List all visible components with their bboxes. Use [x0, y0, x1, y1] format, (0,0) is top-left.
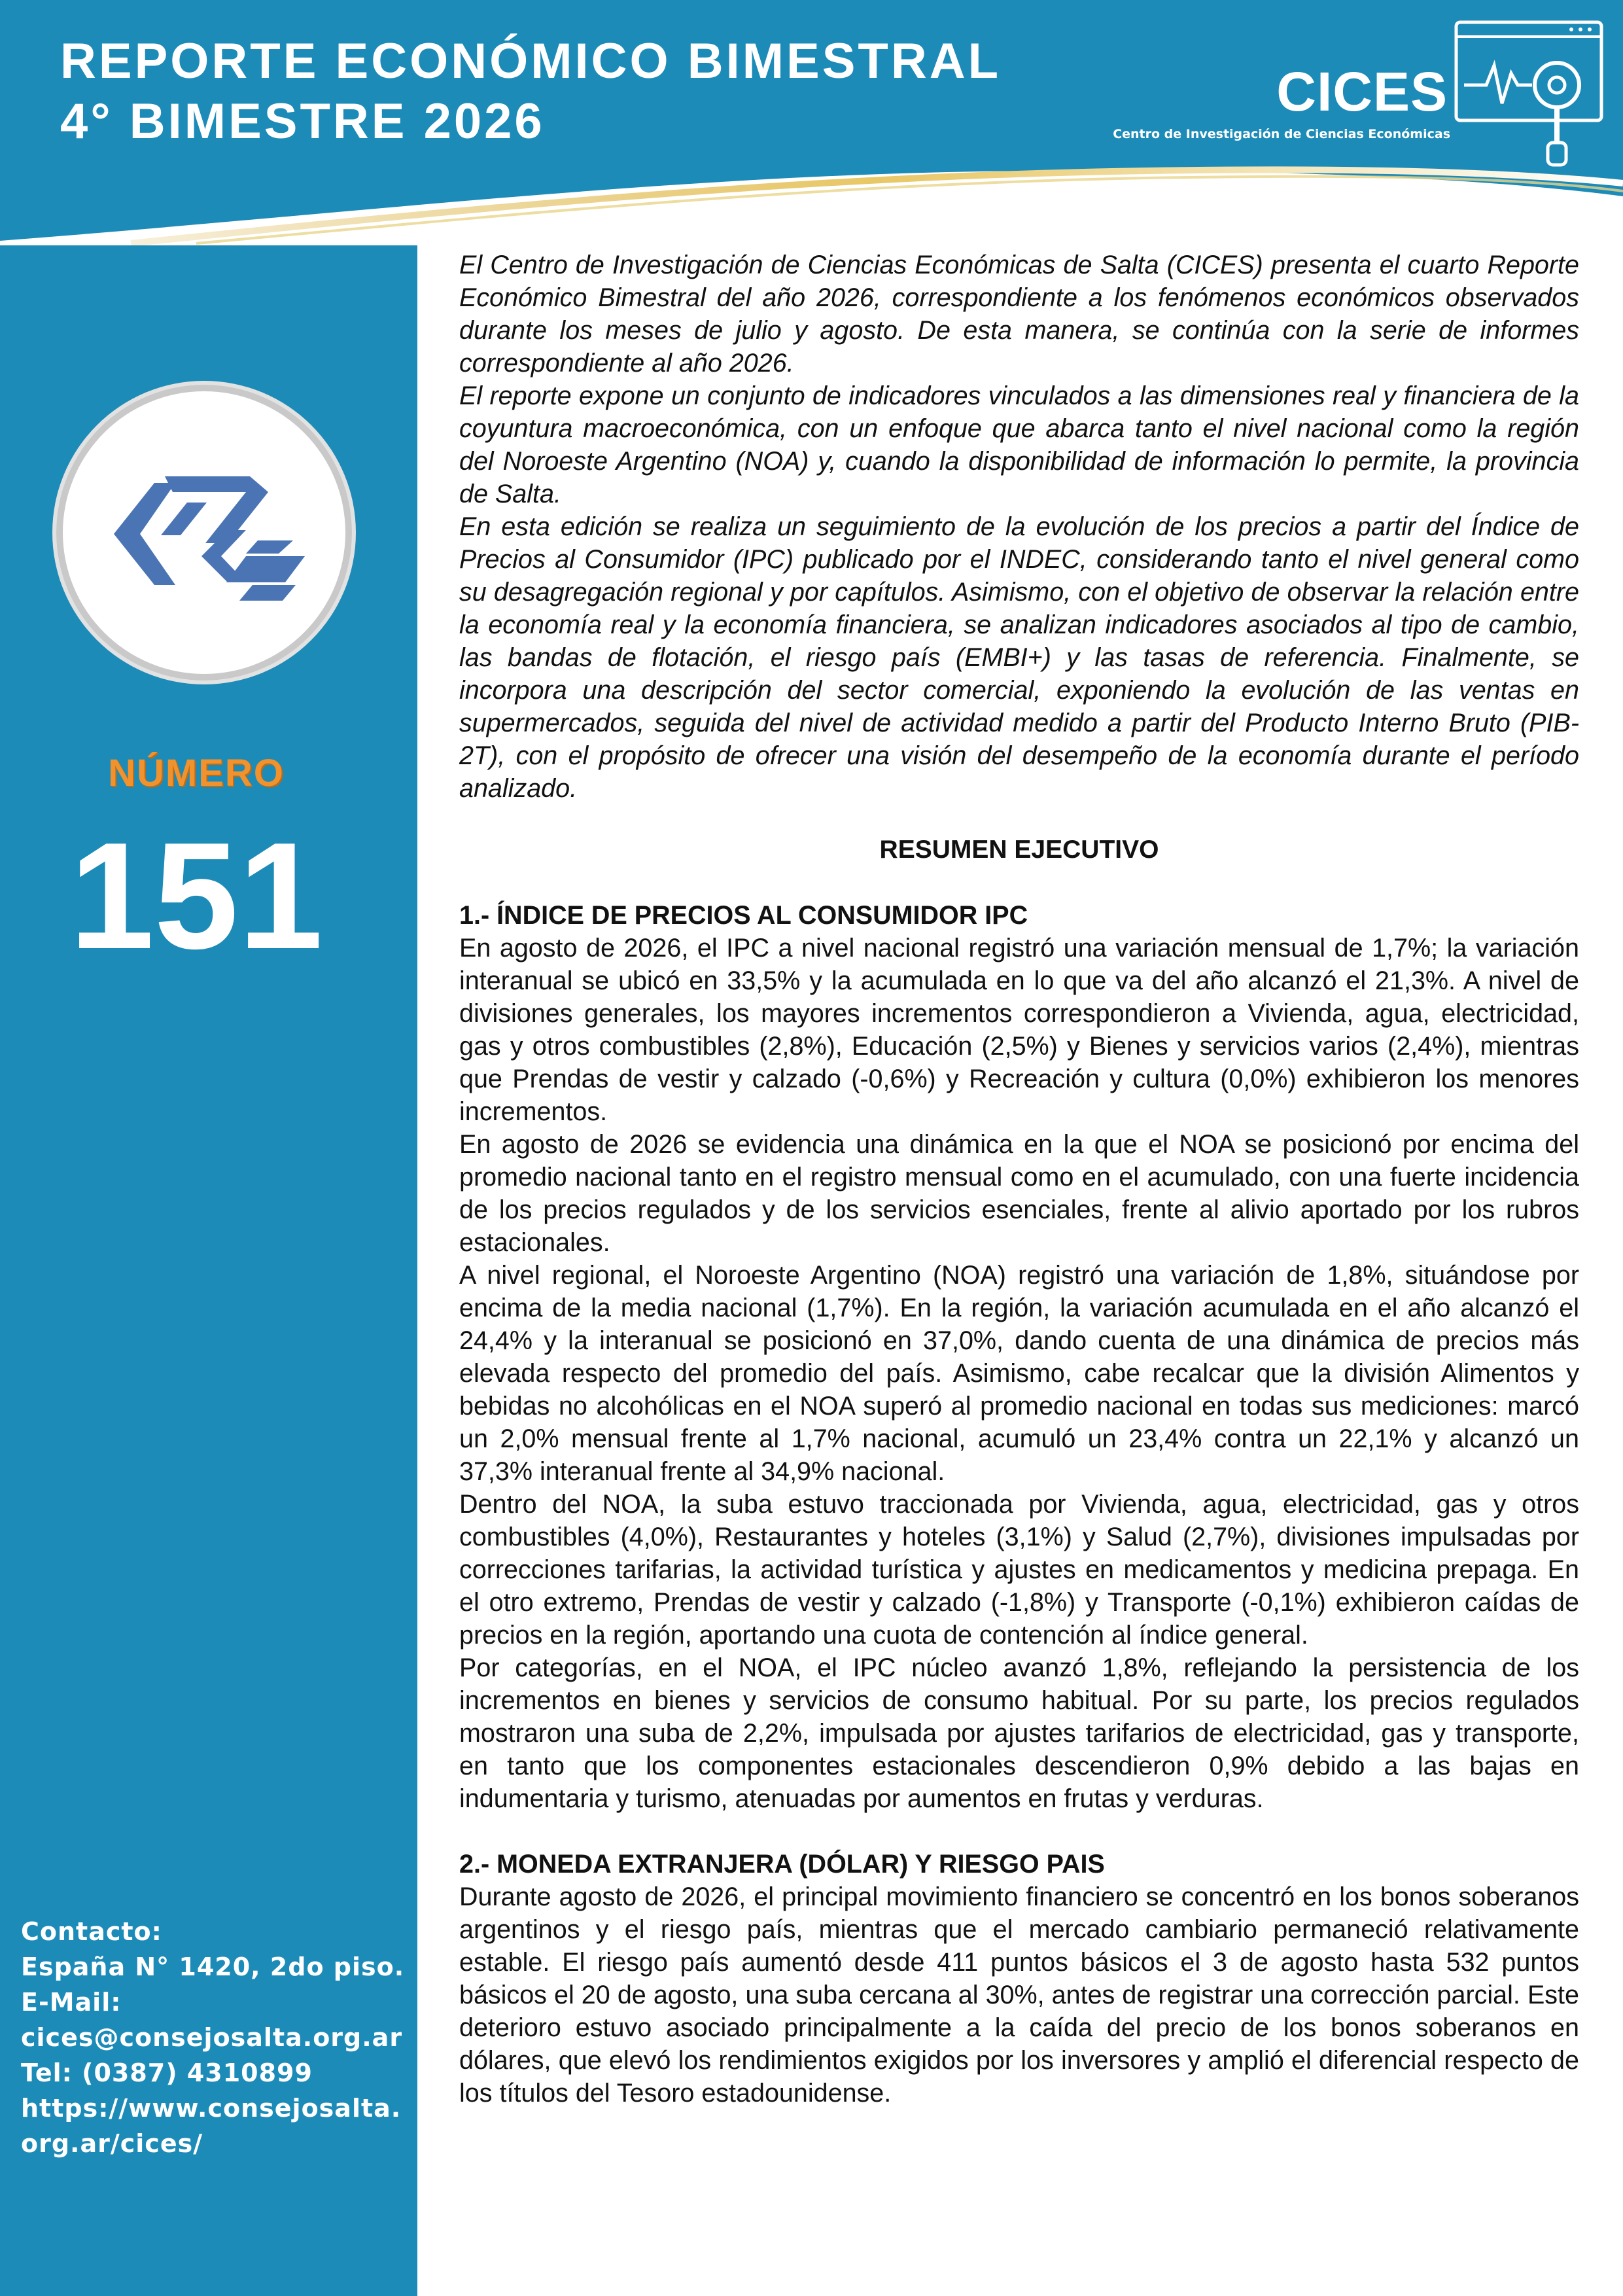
intro-paragraph: En esta edición se realiza un seguimiento de la evolución de los precios a partir del Índice de Precios al Consumidor (IPC) publicado por el INDEC, considerando tanto el nivel general como su desagregación regional y por capítulos. Asimismo, con el objetivo de observar la relación entre la economía real y la economía financiera, se analizan indicadores asociados al tipo de cambio, las bandas de flotación, el riesgo país (EMBI+) y las tasas de referencia. Finalmente, se incorpora una descripción del sector comercial, exponiendo la evolución de las ventas en supermercados, seguida del nivel de actividad medido a partir del Producto Interno Bruto (PIB-2T), con el propósito de ofrecer una visión del desempeño de la economía durante el período analizado. [459, 512, 1579, 803]
section-body-ipc [459, 932, 1579, 1815]
brand-name: CICES [1276, 61, 1448, 122]
contact-email-link[interactable]: cices@consejosalta.org.ar [21, 2023, 403, 2052]
body-paragraph: Durante agosto de 2026, el principal movimiento financiero se concentró en los bonos soberanos argentinos y el riesgo país, mientras que el mercado cambiario permaneció relativamente estable. El riesgo país aumentó desde 411 puntos básicos el 3 de agosto hasta 532 puntos básicos el 20 de agosto, una suba cercana al 30%, antes de registrar una corrección parcial. Este deterioro estuvo asociado principalmente a la caída del precio de los bonos soberanos en dólares, que elevó los rendimientos exigidos por los inversores y amplió el diferencial respecto de los títulos del Tesoro estadounidense. [459, 1882, 1579, 2108]
intro-paragraph: El reporte expone un conjunto de indicadores vinculados a las dimensiones real y financiera de la coyuntura macroeconómica, con un enfoque que abarca tanto el nivel nacional como la región del Noroeste Argentino (NOA) y, cuando la disponibilidad de información lo permite, la provincia de Salta. [459, 381, 1579, 508]
brand-subtitle: Centro de Investigación de Ciencias Económicas [1113, 127, 1450, 141]
section-body-dolar [459, 1881, 1579, 2110]
contact-block [21, 1914, 413, 2161]
numero-label: NÚMERO [108, 752, 285, 794]
section-title-ipc: 1.- ÍNDICE DE PRECIOS AL CONSUMIDOR IPC [459, 901, 1028, 930]
cpce-emblem [56, 385, 352, 680]
contact-phone: Tel: (0387) 4310899 [21, 2058, 313, 2087]
body-paragraph: Dentro del NOA, la suba estuvo traccionada por Vivienda, agua, electricidad, gas y otros combustibles (4,0%), Restaurantes y hoteles (3,1%) y Salud (2,7%), divisiones impulsadas por correcciones tarifarias, la actividad turística y ajustes en medicamentos y medicina prepaga. En el otro extremo, Prendas de vestir y calzado (-1,8%) y Transporte (-0,1%) exhibieron caídas de precios en la región, aportando una cuota de contención al índice general. [459, 1490, 1579, 1650]
report-title [60, 31, 1001, 152]
analysis-monitor-icon [1454, 20, 1604, 170]
cpce-logo [56, 385, 352, 680]
section-title-dolar: 2.- MONEDA EXTRANJERA (DÓLAR) Y RIESGO PAIS [459, 1850, 1105, 1879]
cices-brand [1113, 60, 1450, 145]
cpce-logo-text: CPCE [203, 666, 205, 667]
contact-email-label: E-Mail: [21, 1988, 122, 2017]
intro [459, 249, 1579, 805]
main-content [459, 249, 1579, 2110]
report-title-line2: 4° BIMESTRE 2026 [60, 94, 545, 149]
body-paragraph: En agosto de 2026 se evidencia una dinámica en la que el NOA se posicionó por encima del promedio nacional tanto en el registro mensual como en el acumulado, con una fuerte incidencia de los precios regulados y de los servicios esenciales, frente al alivio aportado por los rubros estacionales. [459, 1130, 1579, 1257]
contact-address: España N° 1420, 2do piso. [21, 1952, 405, 1981]
body-paragraph: En agosto de 2026, el IPC a nivel nacional registró una variación mensual de 1,7%; la variación interanual se ubicó en 33,5% y la acumulada en lo que va del año alcanzó el 21,3%. A nivel de divisiones generales, los mayores incrementos correspondieron a Vivienda, agua, electricidad, gas y otros combustibles (2,8%), Educación (2,5%) y Bienes y servicios varios (2,4%), mientras que Prendas de vestir y calzado (-0,6%) y Recreación y cultura (0,0%) exhibieron los menores incrementos. [459, 934, 1579, 1126]
contact-website-link-cont[interactable]: org.ar/cices/ [21, 2129, 203, 2158]
header-banner [0, 0, 1623, 245]
executive-summary-title: RESUMEN EJECUTIVO [879, 836, 1159, 864]
body-paragraph: Por categorías, en el NOA, el IPC núcleo avanzó 1,8%, reflejando la persistencia de los incrementos en bienes y servicios de consumo habitual. Por su parte, los precios regulados mostraron una suba de 2,2%, impulsada por ajustes tarifarios de electricidad, gas y transporte, en tanto que los componentes estacionales descendieron 0,9% debido a las bajas en indumentaria y turismo, atenuadas por aumentos en frutas y verduras. [459, 1653, 1579, 1813]
body-paragraph: A nivel regional, el Noroeste Argentino (NOA) registró una variación de 1,8%, situándose por encima de la media nacional (1,7%). En la región, la variación acumulada en el año alcanzó el 24,4% y la interanual se posicionó en 37,0%, dando cuenta de una dinámica de precios más elevada respecto del promedio del país. Asimismo, cabe recalcar que la división Alimentos y bebidas no alcohólicas en el NOA superó al promedio nacional en todas sus mediciones: marcó un 2,0% mensual frente al 1,7% nacional, acumuló un 23,4% contra un 22,1% y alcanzó un 37,3% interanual frente al 34,9% nacional. [459, 1261, 1579, 1486]
contact-heading: Contacto: [21, 1917, 162, 1946]
contact-website-link[interactable]: https://www.consejosalta. [21, 2094, 402, 2123]
intro-paragraph: El Centro de Investigación de Ciencias Económicas de Salta (CICES) presenta el cuarto Reporte Económico Bimestral del año 2026, correspondiente a los fenómenos económicos observados durante los meses de julio y agosto. De esta manera, se continúa con la serie de informes correspondiente al año 2026. [459, 251, 1579, 378]
report-title-line1: REPORTE ECONÓMICO BIMESTRAL [60, 33, 1002, 89]
numero-value: 151 [69, 811, 323, 981]
